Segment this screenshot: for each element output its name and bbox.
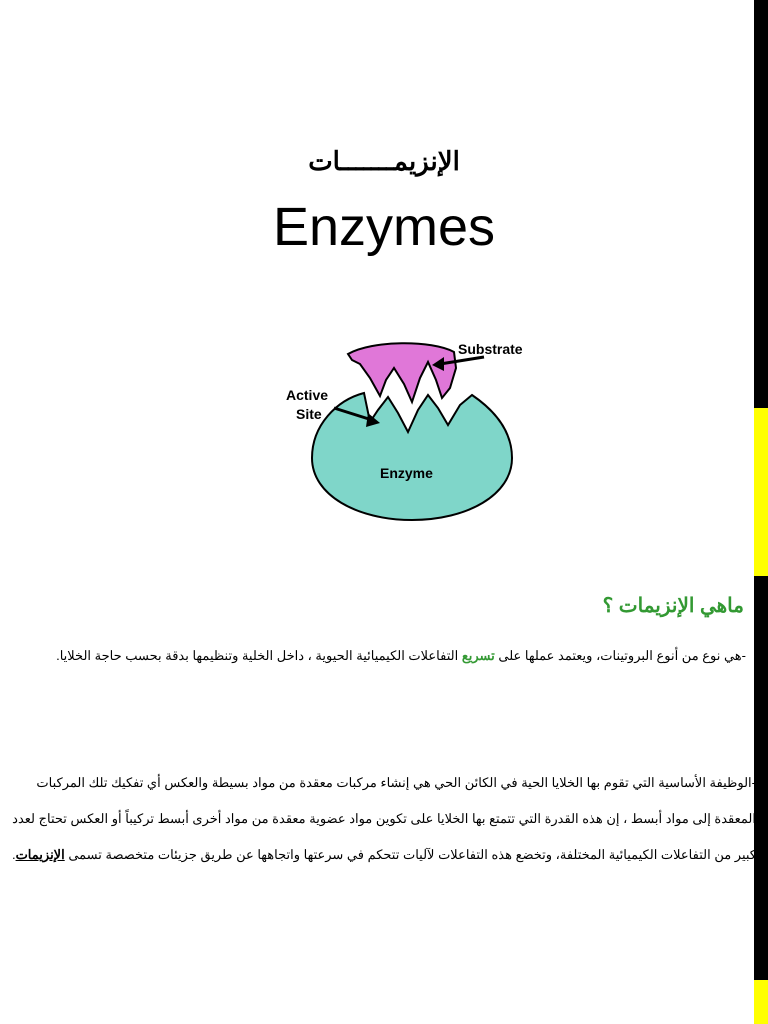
active-site-label-line2: Site [296,406,322,422]
side-bar-black-lower [754,576,768,980]
enzyme-substrate-diagram [272,330,552,530]
active-site-label-line1: Active [286,387,329,403]
page-title-arabic: الإنزيمـــــــات [308,146,460,176]
paragraph-definition [16,645,746,667]
page-title-english: Enzymes [272,197,496,257]
highlight-acceleration: تسريع [461,648,495,663]
side-bar-yellow-middle [754,408,768,576]
section-question: ماهي الإنزيمات ؟ [602,595,744,617]
paragraph-definition-start: -هي نوع من أنوع البروتينات، ويعتمد عملها على [494,648,746,663]
paragraph-function-start: -الوظيفة الأساسية التي تقوم بها الخلايا الحية في الكائن الحي هي إنشاء مركبات معقدة من مواد بسيطة والعكس أي تفكيك تلك المركبات المعقدة إلى مواد أبسط ، إن هذه القدرة التي تتمتع بها الخلايا على تكوين مواد عضوية معقدة من مواد أخرى أبسط تركيباً أو العكس تحتاج لعدد كبير من التفاعلات الكيميائية المختلفة، وتخضع هذه التفاعلات لآليات تتحكم في سرعتها واتجاهها عن طريق جزيئات متخصصة تسمى [12,775,756,862]
paragraph-definition-end: التفاعلات الكيميائية الحيوية ، داخل الخلية وتنظيمها بدقة بحسب حاجة الخلايا. [56,648,462,663]
paragraph-function [4,765,756,873]
paragraph-function-end: . [11,847,16,862]
side-bar-yellow-bottom [754,980,768,1024]
substrate-label: Substrate [458,341,523,357]
highlight-enzymes: الإنزيمات [15,847,65,862]
enzyme-label: Enzyme [380,465,433,481]
